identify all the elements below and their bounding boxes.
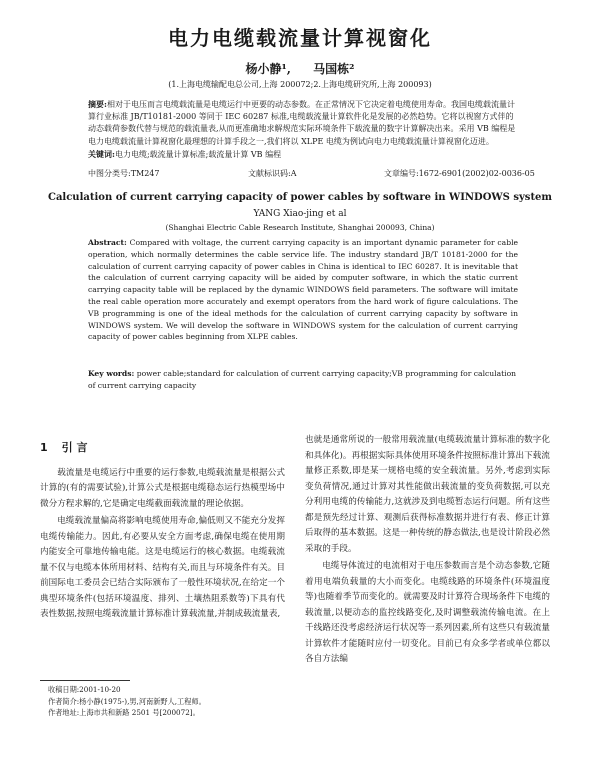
paper-title: 电力电缆载流量计算视窗化 (168, 26, 432, 50)
english-keywords-label: Key words: (88, 369, 135, 378)
chinese-abstract-block (88, 98, 518, 161)
section-heading (40, 440, 285, 456)
footnote-divider (40, 680, 130, 681)
english-abstract (88, 237, 518, 343)
left-column (40, 432, 285, 623)
english-author: YANG Xiao-jing et al (253, 209, 347, 219)
keywords-text: 电力电缆;载流量计算标准;载流量计算 VB 编程 (114, 149, 282, 159)
author-line (0, 60, 600, 77)
body-paragraph: 电缆导体流过的电流相对于电压参数而言是个动态参数,它随着用电端负载量的大小而变化。电缆线路的环境条件(环境温度等)也随着季节而变化的。就需要及时计算符合现场条件下电缆的载流量,以便动态的监控线路变化,及时调整载流传输电流。在上千线路还没考虑经济运行状况等一系列因素,所有这些只有载流量计算软件才能随时应付一切变化。目前已有众多学者或单位都以各自方法编 (305, 561, 550, 664)
english-title: Calculation of current carrying capacity of power cables by software in WINDOWS system (47, 192, 553, 203)
chinese-abstract (88, 98, 518, 148)
document-code: 文献标识码:A (248, 169, 297, 178)
section-title: 引 言 (61, 441, 88, 454)
keywords-label: 关键词: (88, 148, 115, 159)
abstract-label: 摘要: (88, 99, 107, 109)
author-name: 杨小静¹, (245, 62, 291, 76)
footnotes (48, 684, 268, 719)
english-abstract-label: Abstract: (88, 238, 127, 247)
abstract-text: 相对于电压而言电缆载流量是电缆运行中更要的动态参数。在正常情况下它决定着电缆使用寿命。我国电缆载流量计算行业标准 JB/T10181-2000 等同于 IEC 60287 标准,电缆载流量计算软件化是发展的必然趋势。它将以视窗方式伴的动态载荷参数代替与规范的载流量表,从而更准确地求解规范实际环境条件下载流量的数字计算解决出来。采用 VB 编程是电力电缆载流量计算视窗化最理想的计算手段之一,我们将以 XLPE 电缆为例试向电力电缆载流量计算视窗化迈进。 (88, 100, 516, 146)
english-keywords (88, 368, 518, 392)
english-abstract-text: Compared with voltage, the current carrying capacity is an important dynamic parameter for cable operation, which normally determines the cable service life. The industry standard JB/T 10181-2000 for the calculation of current carrying capacity of power cables in China is identical to IEC 60287. It is inevitable that the calculation of current carrying capacity will be aided by computer software, in which the static current carrying capacity table will be replaced by the dynamic WINDOWS field parameters. The software will imitate the real cable operation more accurately and exempt operators from the hard work of figure calculations. The VB programming is one of the ideal methods for the calculation of current carrying capacity by software in WINDOWS system. We will develop the software in WINDOWS system for the calculation of current carrying capacity of power cables beginning from XLPE cables. (88, 238, 518, 342)
english-keywords-text: power cable;standard for calculation of current carrying capacity;VB programming for calculation of current carrying capacity (88, 369, 517, 390)
received-date: 收稿日期:2001-10-20 (48, 685, 121, 694)
section-number: 1 (40, 441, 48, 454)
body-paragraph: 载流量是电缆运行中重要的运行参数,电缆载流量是根据公式计算的(有的需要试验),计算公式是根据电缆稳态运行热模型场中微分方程求解的,它是确定电缆截面载流量的理论依据。 (40, 467, 285, 509)
english-affiliation: (Shanghai Electric Cable Research Institute, Shanghai 200093, China) (165, 223, 435, 232)
right-column (305, 433, 550, 668)
affiliation: (1.上海电缆输配电总公司,上海 200072;2.上海电缆研究所,上海 200093) (168, 80, 432, 89)
chinese-keywords (88, 148, 518, 161)
body-paragraph: 电缆载流量偏高将影响电缆使用寿命,偏低则又不能充分发挥电缆传输能力。因此,有必要从安全方面考虑,确保电缆在使用期内能安全可靠地传输电能。这是电缆运行的核心数据。电缆载流量不仅与电缆本体所用材料、结构有关,而且与环境条件有关。目前国际电工委员会已结合实际颁布了一般性环境状况,在给定一个典型环境条件(包括环境温度、排列、土壤热阻系数等)下具有代表性数据,按照电缆载流量计算标准计算载流量,并制成载流量表, (40, 516, 285, 619)
author-name: 马国栋² (313, 62, 355, 76)
author-address: 作者地址:上海市共和新路 2501 号[200072]。 (48, 708, 200, 717)
article-id: 文章编号:1672-6901(2002)02-0036-05 (384, 169, 535, 178)
body-paragraph: 也就是通常所说的一般常用载流量(电缆载流量计算标准的数字化和具体化)。再根据实际具体使用环境条件按照标准计算出下载流量修正系数,即是某一规格电缆的安全载流量。另外,考虑到实际变负荷情况,通过计算对其性能做出载流量的变负荷数据,可以充分利用电缆的传输能力,这就涉及到电缆暂态运行问题。所有这些都是预先经过计算、观测后获得标准数据并进行有表、修正计算后取得的基本数据。这是一种传统的静态做法,也是设计阶段必然采取的手段。 (305, 435, 550, 554)
author-bio: 作者简介:杨小静(1975-),男,河南新野人,工程师。 (48, 696, 206, 706)
clc-number: 中图分类号:TM247 (88, 169, 160, 178)
